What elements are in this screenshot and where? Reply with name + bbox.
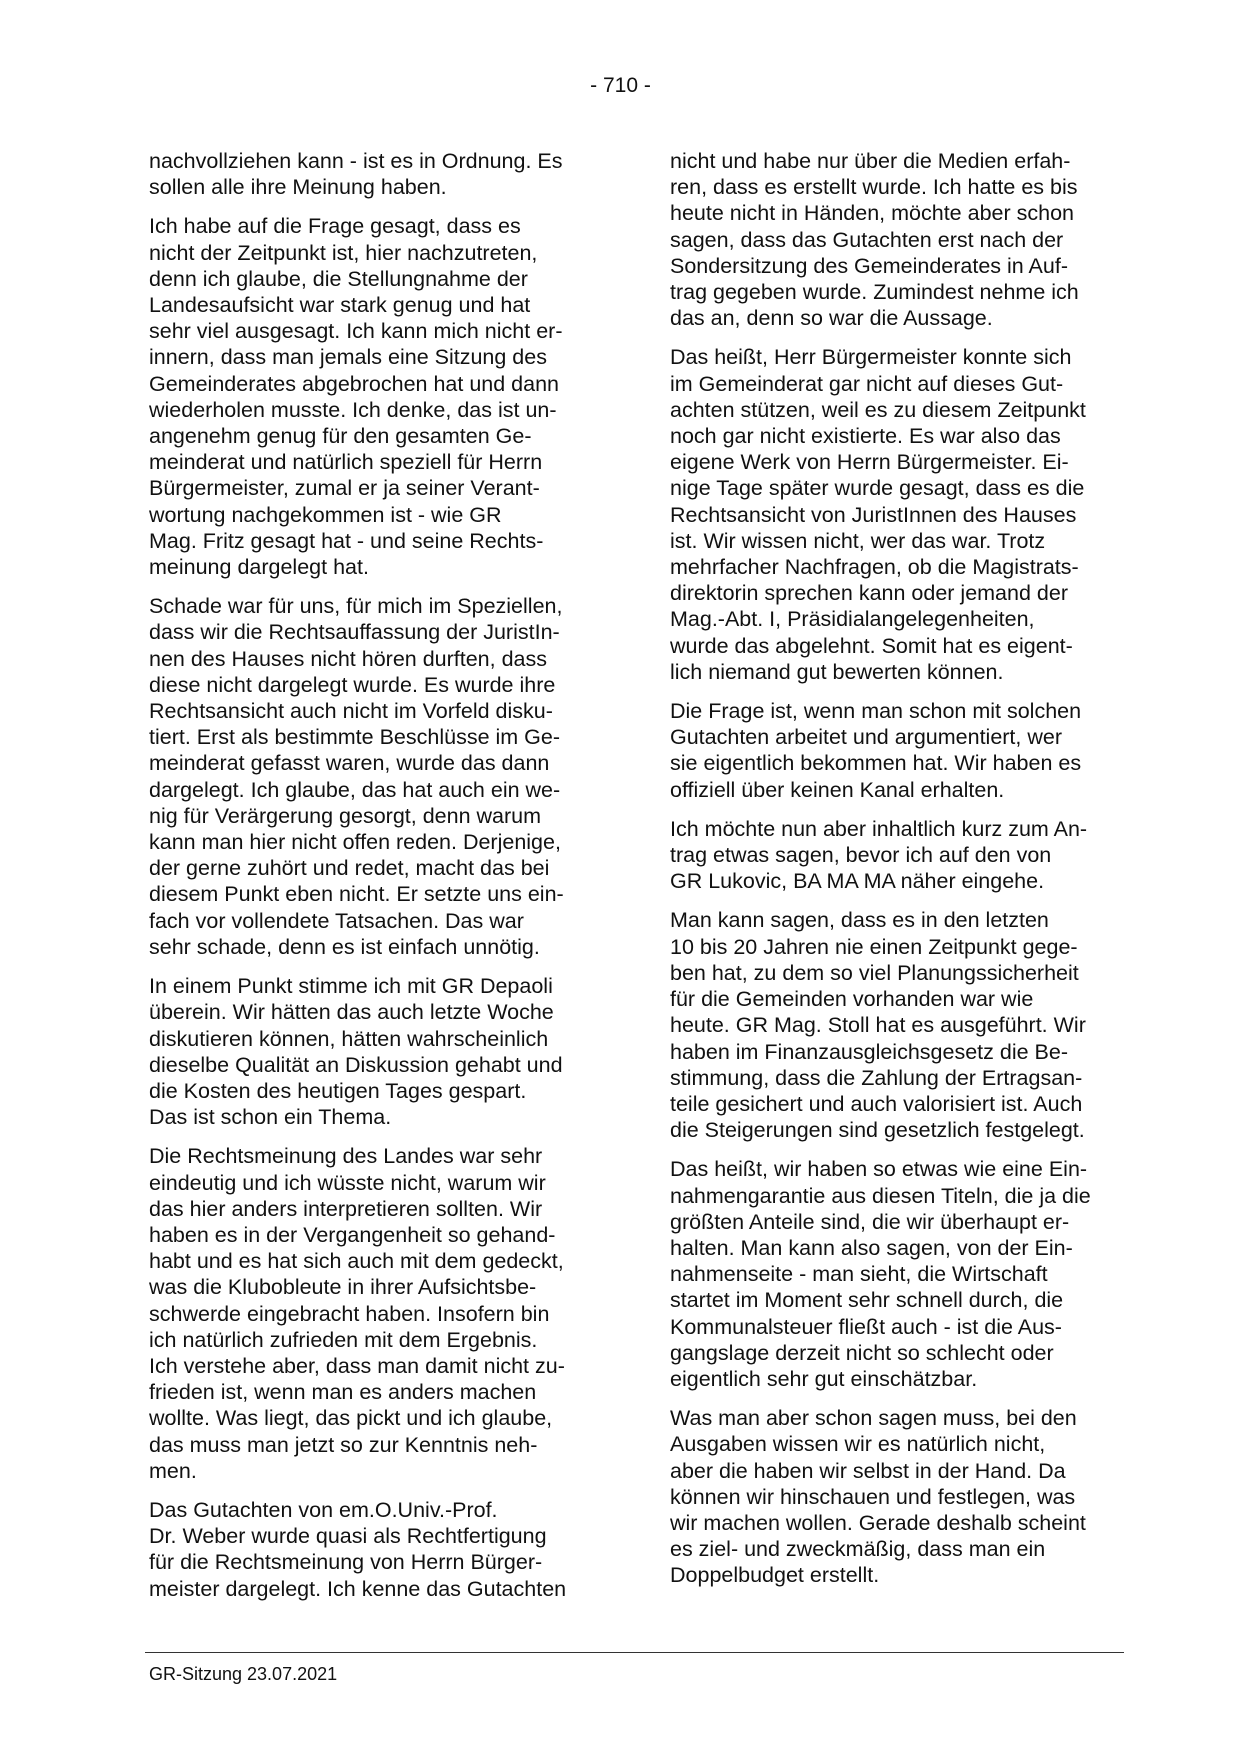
text-line: Das heißt, Herr Bürgermeister konnte sich — [670, 345, 1072, 370]
text-line: diesem Punkt eben nicht. Er setzte uns ein- — [149, 882, 564, 907]
text-line: dass wir die Rechtsauffassung der JuristIn- — [149, 620, 560, 645]
text-line: habt und es hat sich auch mit dem gedeckt, — [149, 1249, 564, 1274]
text-line: Das ist schon ein Thema. — [149, 1105, 392, 1130]
text-line: sollen alle ihre Meinung haben. — [149, 175, 447, 200]
text-line: dieselbe Qualität an Diskussion gehabt und — [149, 1052, 563, 1077]
text-line: wiederholen musste. Ich denke, das ist un- — [149, 397, 557, 422]
text-line: meinderat und natürlich speziell für Herrn — [149, 450, 543, 475]
text-line: mehrfacher Nachfragen, ob die Magistrats- — [670, 555, 1079, 580]
text-line: Rechtsansicht von JuristInnen des Hauses — [670, 502, 1077, 527]
text-line: ist. Wir wissen nicht, wer das war. Trotz — [670, 528, 1046, 553]
paragraph — [149, 593, 601, 960]
text-line: sehr schade, denn es ist einfach unnötig. — [149, 934, 540, 959]
text-line: das an, denn so war die Aussage. — [670, 306, 993, 331]
text-line: meinung dargelegt hat. — [149, 555, 369, 580]
text-line: Rechtsansicht auch nicht im Vorfeld disku- — [149, 699, 553, 724]
text-line: nige Tage später wurde gesagt, dass es die — [670, 476, 1085, 501]
text-line: sagen, dass das Gutachten erst nach der — [670, 227, 1064, 252]
text-line: das muss man jetzt so zur Kenntnis neh- — [149, 1432, 538, 1457]
text-line: dargelegt. Ich glaube, das hat auch ein we- — [149, 777, 561, 802]
paragraph — [149, 148, 601, 200]
text-line: wir machen wollen. Gerade deshalb scheint — [670, 1510, 1086, 1535]
text-line: diskutieren können, hätten wahrscheinlich — [149, 1026, 549, 1051]
text-line: nachvollziehen kann - ist es in Ordnung. Es — [149, 149, 563, 173]
text-line: offiziell über keinen Kanal erhalten. — [670, 777, 1005, 802]
paragraph — [670, 1405, 1122, 1588]
paragraph — [149, 1143, 601, 1484]
text-line: nen des Hauses nicht hören durften, dass — [149, 646, 548, 671]
text-line: wollte. Was liegt, das pickt und ich glaube, — [149, 1406, 553, 1431]
text-line: wortung nachgekommen ist - wie GR — [149, 502, 502, 527]
text-line: meinderat gefasst waren, wurde das dann — [149, 751, 550, 776]
text-line: diese nicht dargelegt wurde. Es wurde ihre — [149, 672, 556, 697]
text-line: heute nicht in Händen, möchte aber schon — [670, 201, 1074, 226]
text-line: die Steigerungen sind gesetzlich festgelegt. — [670, 1118, 1085, 1143]
text-line: Die Rechtsmeinung des Landes war sehr — [149, 1144, 543, 1169]
text-line: tiert. Erst als bestimmte Beschlüsse im Ge- — [149, 725, 560, 750]
text-line: startet im Moment sehr schnell durch, die — [670, 1288, 1064, 1313]
text-line: für die Rechtsmeinung von Herrn Bürger- — [149, 1550, 543, 1575]
paragraph — [670, 148, 1122, 331]
paragraph — [670, 698, 1122, 803]
text-line: Landesaufsicht war stark genug und hat — [149, 293, 531, 318]
right-column — [670, 148, 1122, 1602]
text-line: Was man aber schon sagen muss, bei den — [670, 1406, 1077, 1431]
text-line: heute. GR Mag. Stoll hat es ausgeführt. Wir — [670, 1013, 1086, 1038]
text-line: direktorin sprechen kann oder jemand der — [670, 581, 1068, 606]
text-line: ben hat, zu dem so viel Planungssicherheit — [670, 960, 1079, 985]
text-line: Mag.-Abt. I, Präsidialangelegenheiten, — [670, 607, 1035, 632]
text-line: Das Gutachten von em.O.Univ.-Prof. — [149, 1497, 498, 1522]
text-line: schwerde eingebracht haben. Insofern bin — [149, 1301, 550, 1326]
paragraph — [149, 213, 601, 580]
text-line: der gerne zuhört und redet, macht das bei — [149, 856, 550, 881]
text-line: trag etwas sagen, bevor ich auf den von — [670, 843, 1052, 868]
text-line: Dr. Weber wurde quasi als Rechtfertigung — [149, 1524, 547, 1549]
text-line: wurde das abgelehnt. Somit hat es eigent- — [670, 633, 1073, 658]
text-line: nahmenseite - man sieht, die Wirtschaft — [670, 1262, 1048, 1287]
text-line: innern, dass man jemals eine Sitzung des — [149, 345, 547, 370]
text-line: sie eigentlich bekommen hat. Wir haben es — [670, 751, 1082, 776]
text-line: was die Klubobleute in ihrer Aufsichtsbe- — [149, 1275, 537, 1300]
text-line: überein. Wir hätten das auch letzte Woche — [149, 1000, 554, 1025]
text-line: ich natürlich zufrieden mit dem Ergebnis. — [149, 1327, 538, 1352]
paragraph — [670, 907, 1122, 1143]
text-line: nicht und habe nur über die Medien erfah- — [670, 149, 1071, 173]
text-line: eindeutig und ich wüsste nicht, warum wir — [149, 1170, 546, 1195]
text-line: Schade war für uns, für mich im Speziellen, — [149, 594, 563, 619]
text-line: eigene Werk von Herrn Bürgermeister. Ei- — [670, 450, 1069, 475]
paragraph — [149, 973, 601, 1130]
text-line: ren, dass es erstellt wurde. Ich hatte es bis — [670, 175, 1078, 200]
paragraph — [670, 344, 1122, 685]
text-line: gangslage derzeit nicht so schlecht oder — [670, 1340, 1054, 1365]
text-line: fach vor vollendete Tatsachen. Das war — [149, 908, 524, 933]
text-line: es ziel- und zweckmäßig, dass man ein — [670, 1537, 1046, 1562]
text-line: Ich möchte nun aber inhaltlich kurz zum An- — [670, 816, 1088, 841]
text-line: halten. Man kann also sagen, von der Ein- — [670, 1235, 1073, 1260]
text-line: Man kann sagen, dass es in den letzten — [670, 908, 1049, 933]
paragraph — [670, 816, 1122, 895]
text-line: das hier anders interpretieren sollten. Wir — [149, 1196, 543, 1221]
text-line: die Kosten des heutigen Tages gespart. — [149, 1078, 527, 1103]
text-line: haben im Finanzausgleichsgesetz die Be- — [670, 1039, 1068, 1064]
text-line: Bürgermeister, zumal er ja seiner Verant- — [149, 476, 540, 501]
text-line: größten Anteile sind, die wir überhaupt er- — [670, 1209, 1070, 1234]
page-number: - 710 - — [590, 74, 651, 97]
text-line: Gemeinderates abgebrochen hat und dann — [149, 371, 560, 396]
text-line: nicht der Zeitpunkt ist, hier nachzutreten, — [149, 240, 538, 265]
text-line: trag gegeben wurde. Zumindest nehme ich — [670, 280, 1079, 305]
text-line: Doppelbudget erstellt. — [670, 1563, 880, 1588]
text-line: im Gemeinderat gar nicht auf dieses Gut- — [670, 371, 1064, 396]
text-line: angenehm genug für den gesamten Ge- — [149, 424, 532, 449]
text-line: nig für Verärgerung gesorgt, denn warum — [149, 803, 542, 828]
text-line: denn ich glaube, die Stellungnahme der — [149, 266, 528, 291]
text-line: Ich verstehe aber, dass man damit nicht zu- — [149, 1353, 565, 1378]
text-line: 10 bis 20 Jahren nie einen Zeitpunkt gege- — [670, 934, 1078, 959]
text-line: eigentlich sehr gut einschätzbar. — [670, 1366, 978, 1391]
text-line: Die Frage ist, wenn man schon mit solchen — [670, 699, 1082, 724]
text-line: haben es in der Vergangenheit so gehand- — [149, 1222, 556, 1247]
text-line: Ausgaben wissen wir es natürlich nicht, — [670, 1432, 1046, 1457]
text-line: nahmengarantie aus diesen Titeln, die ja die — [670, 1183, 1091, 1208]
text-line: Kommunalsteuer fließt auch - ist die Aus- — [670, 1314, 1062, 1339]
left-column — [149, 148, 601, 1615]
text-line: In einem Punkt stimme ich mit GR Depaoli — [149, 974, 553, 999]
text-line: Gutachten arbeitet und argumentiert, wer — [670, 725, 1062, 750]
text-line: Das heißt, wir haben so etwas wie eine Ein- — [670, 1157, 1088, 1182]
text-line: meister dargelegt. Ich kenne das Gutachten — [149, 1576, 567, 1601]
text-line: lich niemand gut bewerten können. — [670, 659, 1004, 684]
text-line: Ich habe auf die Frage gesagt, dass es — [149, 214, 521, 239]
text-line: frieden ist, wenn man es anders machen — [149, 1380, 537, 1405]
text-line: aber die haben wir selbst in der Hand. Da — [670, 1458, 1066, 1483]
text-line: Mag. Fritz gesagt hat - und seine Rechts- — [149, 528, 544, 553]
text-line: achten stützen, weil es zu diesem Zeitpunkt — [670, 397, 1086, 422]
paragraph — [149, 1497, 601, 1602]
text-line: stimmung, dass die Zahlung der Ertragsan- — [670, 1065, 1083, 1090]
text-line: GR Lukovic, BA MA MA näher eingehe. — [670, 869, 1045, 894]
paragraph — [670, 1156, 1122, 1392]
text-line: teile gesichert und auch valorisiert ist. Auch — [670, 1091, 1083, 1116]
text-line: Sondersitzung des Gemeinderates in Auf- — [670, 253, 1068, 278]
text-line: für die Gemeinden vorhanden war wie — [670, 987, 1034, 1012]
text-line: können wir hinschauen und festlegen, was — [670, 1484, 1076, 1509]
text-line: noch gar nicht existierte. Es war also das — [670, 424, 1061, 449]
footer-session-date: GR-Sitzung 23.07.2021 — [149, 1664, 338, 1684]
text-line: men. — [149, 1458, 197, 1483]
text-line: sehr viel ausgesagt. Ich kann mich nicht er- — [149, 319, 563, 344]
footer-divider — [145, 1652, 1124, 1653]
text-line: kann man hier nicht offen reden. Derjenige, — [149, 830, 561, 855]
